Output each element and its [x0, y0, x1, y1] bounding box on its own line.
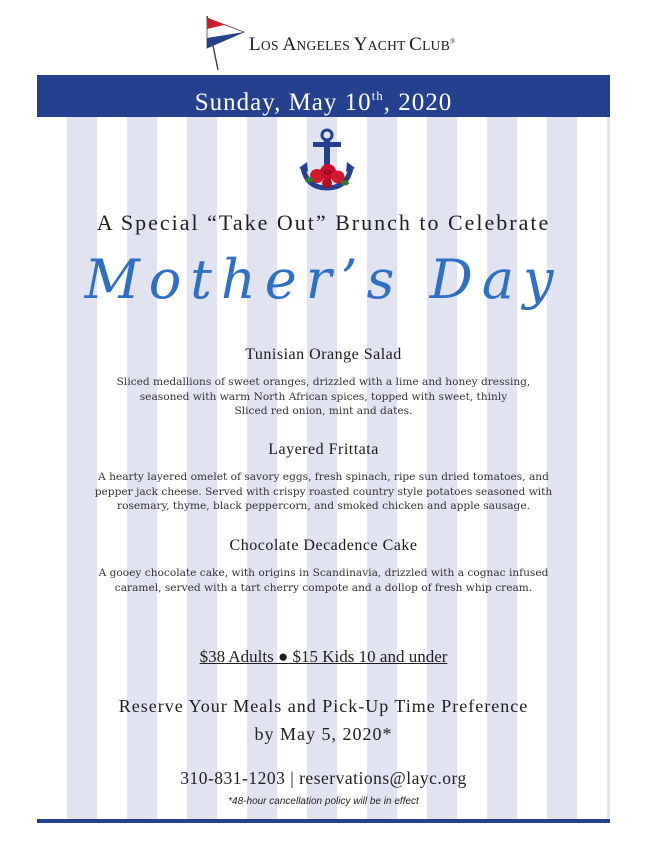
menu-item — [37, 537, 610, 595]
contact-info: 310-831-1203 | reservations@layc.org — [180, 768, 467, 788]
dish-title: Chocolate Decadence Cake — [229, 537, 418, 554]
date-banner: Sunday, May 10th, 2020 — [37, 75, 610, 117]
cancellation-policy: *48-hour cancellation policy will be in effect — [228, 796, 419, 807]
dish-description: A hearty layered omelet of savory eggs, fresh spinach, ripe sun dried tomatoes, and pepper jack cheese. Served with crispy roasted country style potatoes seasoned with rosemary, thyme, black peppercorn, and smoked chicken and apple sausage. — [94, 471, 553, 512]
anchor-with-roses-icon — [297, 128, 357, 194]
reservation-deadline: Reserve Your Meals and Pick-Up Time Preference by May 5, 2020* — [118, 696, 529, 744]
menu-item — [37, 346, 610, 419]
burgee-flag-icon — [204, 14, 248, 72]
menu-item — [37, 441, 610, 514]
headline: A Special “Take Out” Brunch to Celebrate — [96, 210, 551, 235]
dish-description: Sliced medallions of sweet oranges, drizzled with a lime and honey dressing, seasoned with warm North African spices, topped with sweet, thinly Sliced red onion, mint and dates. — [116, 376, 531, 417]
dish-title: Layered Frittata — [268, 441, 379, 458]
club-name: LOS ANGELES YACHT CLUB® — [249, 34, 456, 55]
dish-title: Tunisian Orange Salad — [245, 346, 402, 363]
dish-description: A gooey chocolate cake, with origins in Scandinavia, drizzled with a cognac infused caramel, served with a tart cherry compote and a dollop of fresh whip cream. — [98, 567, 549, 594]
pricing: $38 Adults ● $15 Kids 10 and under — [199, 647, 448, 666]
bottom-rule — [37, 819, 610, 823]
mothers-day-script-title: Mother’s Day — [84, 248, 563, 311]
header — [0, 0, 650, 75]
